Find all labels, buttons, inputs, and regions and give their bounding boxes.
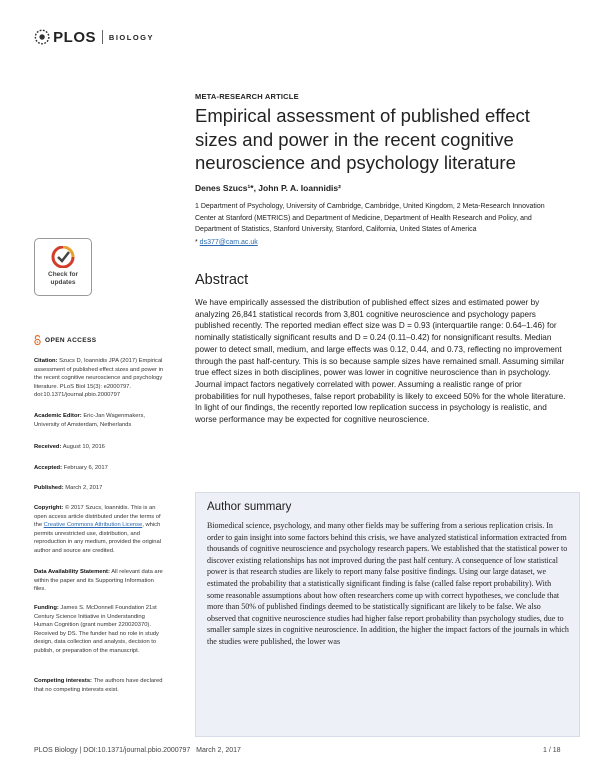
check-updates-label: Check for updates [48, 271, 78, 286]
page-number: 1 / 18 [543, 747, 561, 754]
data-availability: Data Availability Statement: All relevant data are within the paper and its Supporting Information files. [34, 569, 163, 592]
footer-citation: PLOS Biology | DOI:10.1371/journal.pbio.2000797 March 2, 2017 [34, 747, 241, 754]
plos-logo [34, 26, 154, 48]
author-summary-heading: Author summary [207, 501, 292, 513]
corresponding-email[interactable]: * ds377@cam.ac.uk [195, 239, 258, 246]
affiliations: 1 Department of Psychology, University of Cambridge, Cambridge, United Kingdom, 2 Meta-Research Innovation Center at Stanford (METRICS) and Department of Medicine, Department of Health Research and Policy, and Department of Statistics, Stanford University, Stanford, California, United States of America [195, 203, 545, 233]
abstract-heading: Abstract [195, 272, 249, 288]
check-updates-icon [51, 246, 75, 268]
article-title: Empirical assessment of published effect sizes and power in the recent cognitive neuroscience and psychology literature [195, 105, 530, 173]
abstract-text: We have empirically assessed the distribution of published effect sizes and estimated power by analyzing 26,841 statistical records from 3,801 cognitive neuroscience and psychology papers published recently. The reported median effect size was D = 0.93 (interquartile range: 0.64–1.46) for nominally statistically significant results and D = 0.24 (0.11–0.42) for nonsignificant results. Median power to detect small, medium, and large effects was 0.12, 0.44, and 0.73, reflecting no improvement through the past half-century. This is so because sample sizes have remained small. Assuming similar true effect sizes in both disciplines, power was lower in cognitive neuroscience than in psychology. Journal impact factors negatively correlated with power. Assuming a realistic range of prior probabilities for null hypotheses, false report probability is likely to exceed 50% for the whole literature. In light of our findings, the recently reported low replication success in psychology is realistic, and worse performance may be expected for cognitive neuroscience. [195, 298, 566, 425]
brand-name: PLOS [53, 28, 97, 46]
accepted-date: Accepted: February 6, 2017 [34, 465, 108, 471]
check-for-updates-badge[interactable] [34, 238, 92, 296]
copyright: Copyright: © 2017 Szucs, Ioannidis. This is an open access article distributed under the terms of the Creative Commons Attribution License, which permits unrestricted use, distribution, and reproduction in any medium, provided the original author and source are credited. [34, 505, 161, 554]
author-list[interactable]: Denes Szucs¹*, John P. A. Ioannidis² [195, 183, 341, 193]
journal-name: BIOLOGY [108, 32, 154, 42]
logo-divider [102, 30, 103, 44]
received-date: Received: August 10, 2016 [34, 444, 105, 450]
published-date: Published: March 2, 2017 [34, 485, 103, 491]
open-lock-icon [34, 335, 41, 345]
competing-interests: Competing interests: The authors have declared that no competing interests exist. [34, 678, 163, 693]
open-access-badge: OPEN ACCESS [34, 335, 96, 345]
academic-editor: Academic Editor: Eric-Jan Wagenmakers, University of Amsterdam, Netherlands [34, 413, 145, 428]
funding: Funding: James S. McDonnell Foundation 21st Century Science Initiative in Understanding Human Cognition (grant number 220020370). Received by DS. The funder had no role in study design, data collection and analysis, decision to publish, or preparation of the manuscript. [34, 605, 159, 654]
plos-logo-icon [34, 28, 50, 46]
license-link[interactable]: Creative Commons Attribution License [43, 522, 143, 528]
article-type: META-RESEARCH ARTICLE [195, 92, 299, 101]
citation: Citation: Szucs D, Ioannidis JPA (2017) Empirical assessment of published effect sizes and power in the recent cognitive neuroscience and psychology literature. PLoS Biol 15(3): e2000797. doi:10.1371/journal.pbio.2000797 [34, 358, 164, 398]
author-summary-text: Biomedical science, psychology, and many other fields may be suffering from a serious replication crisis. In order to gain insight into some factors behind this crisis, we have analyzed statistical information extracted from thousands of cognitive neuroscience and psychology research papers. We established that the statistical power to discover existing relationships has not improved during the past half century. A consequence of low statistical power is that research studies are likely to report many false positive findings. Using our large dataset, we estimated the probability that a statistically significant finding is false (called false report probability). With some reasonable assumptions about how often researchers come up with correct hypotheses, we conclude that more than 50% of published findings deemed to be statistically significant are likely to be false. We also observed that cognitive neuroscience studies had higher false report probability than psychology studies, due to smaller sample sizes in cognitive neuroscience. In addition, the higher the impact factors of the journals in which the studies were published, the lower was [207, 521, 569, 646]
